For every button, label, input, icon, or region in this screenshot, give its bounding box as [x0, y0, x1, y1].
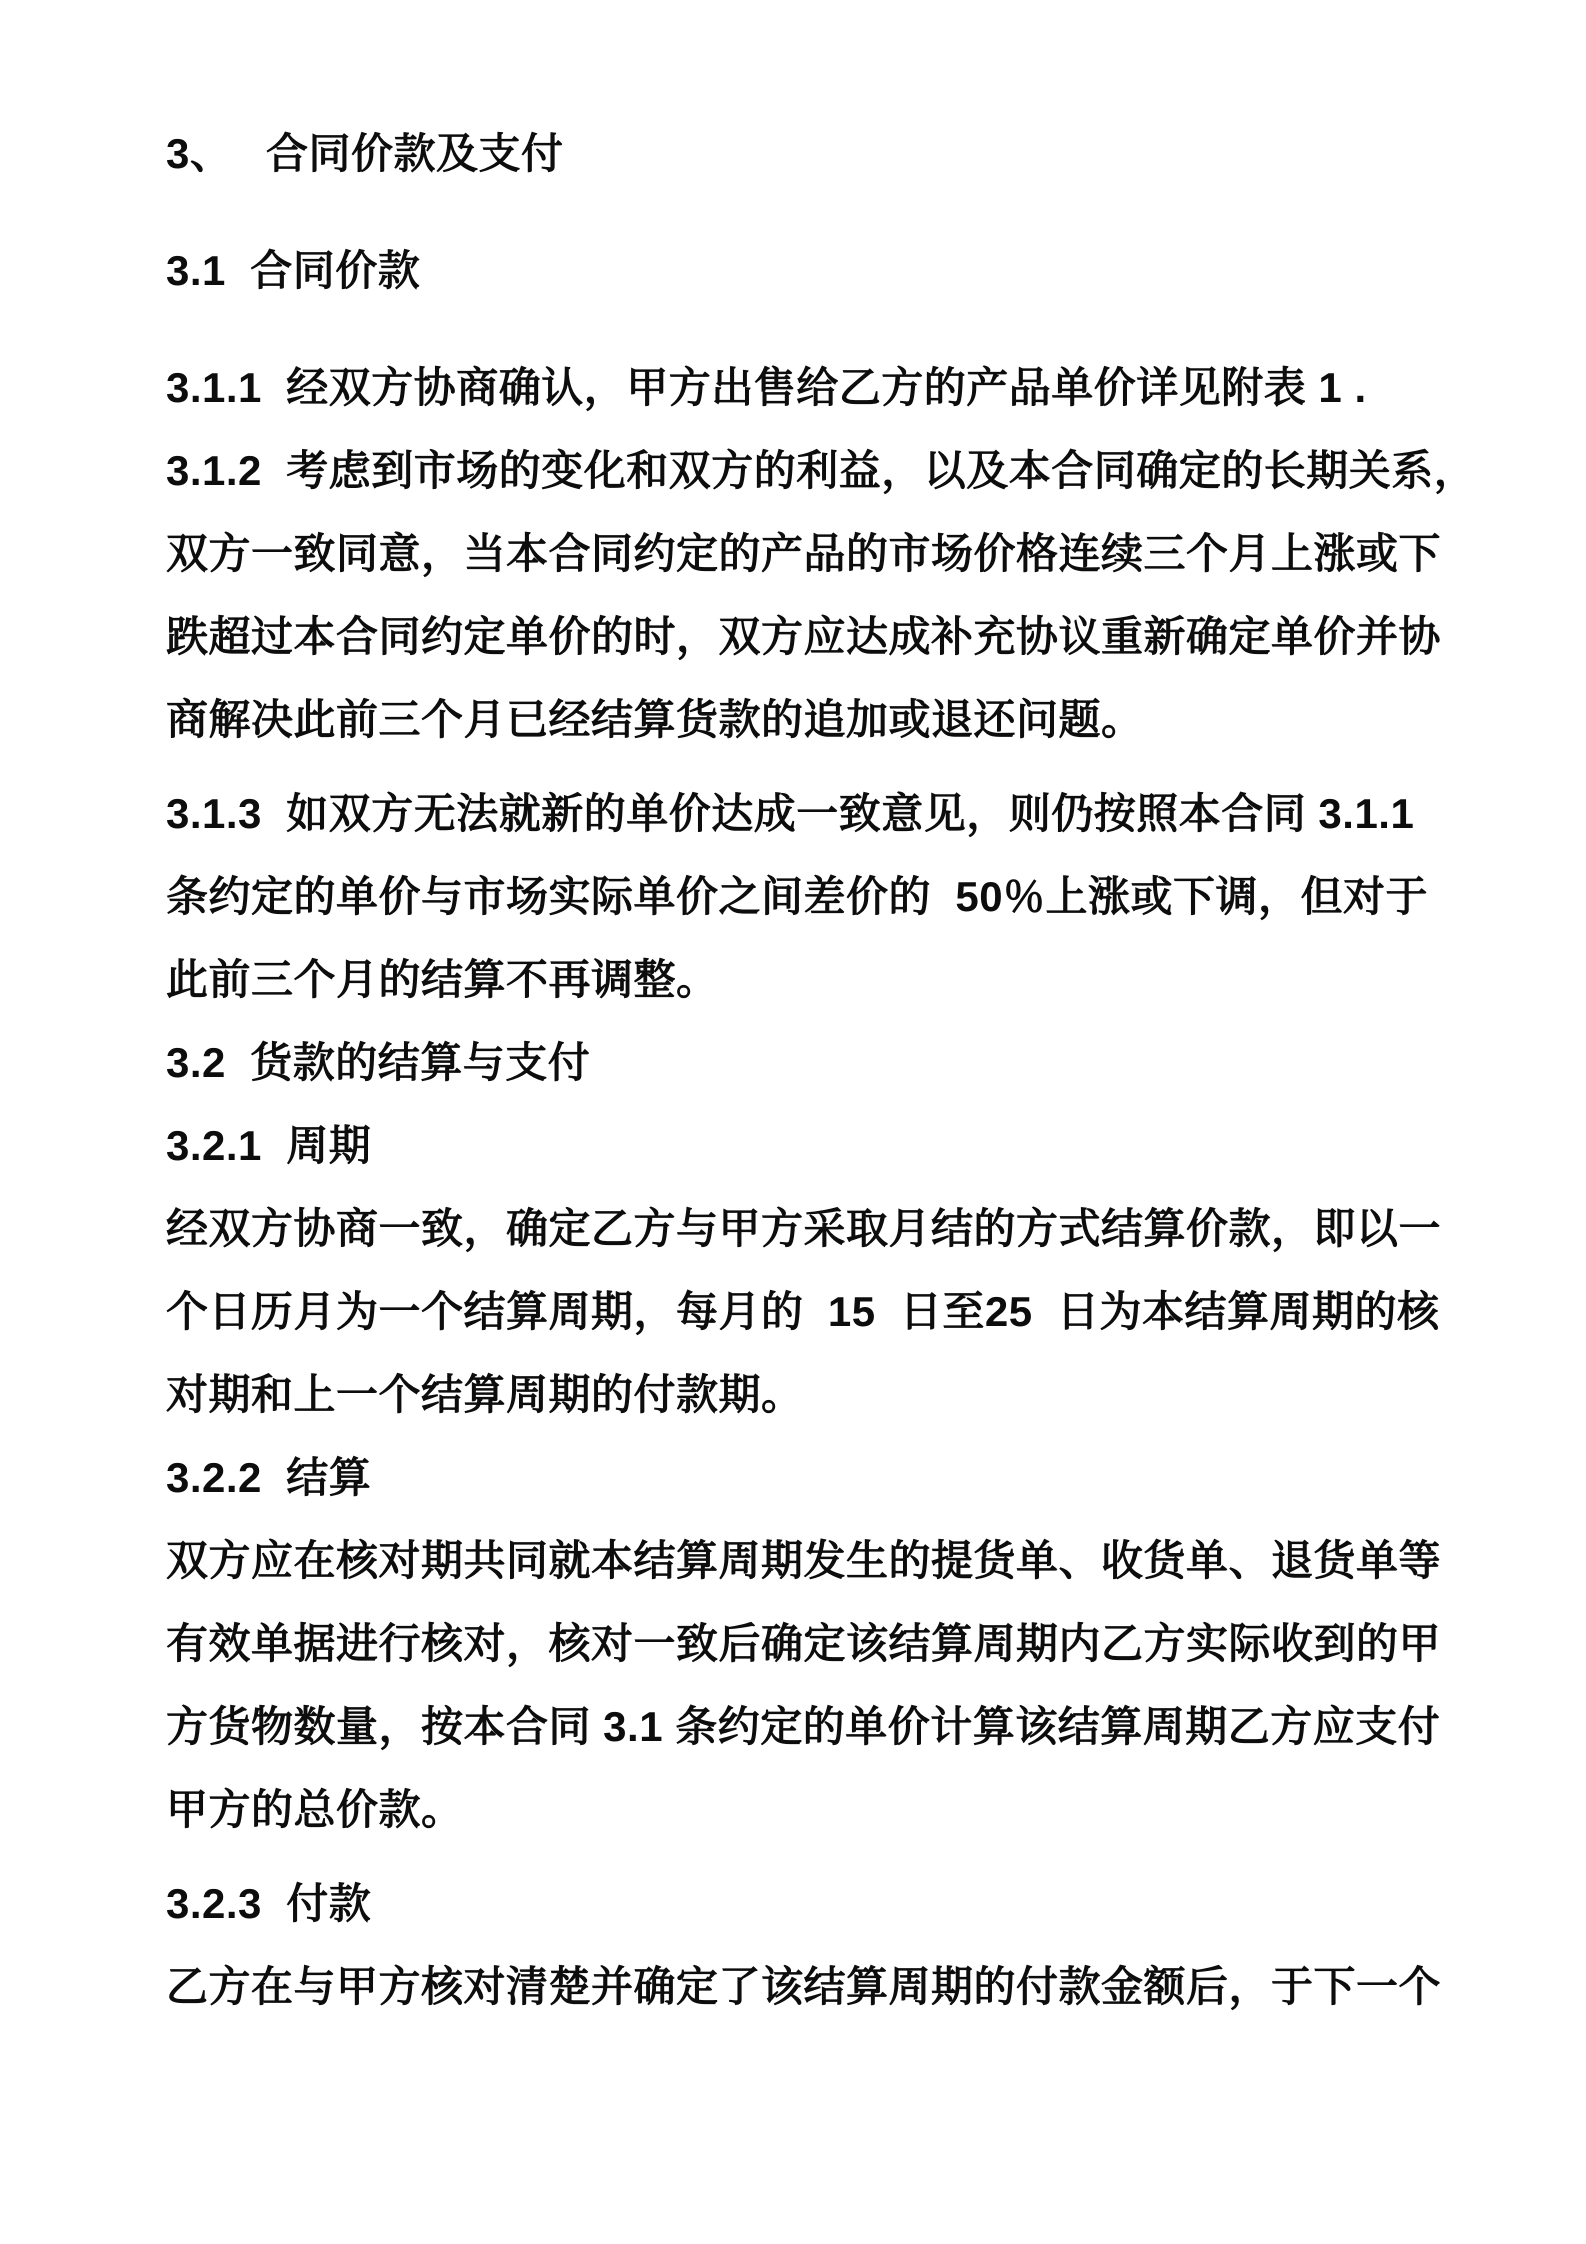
clause-3-1-1: 3.1.1 经双方协商确认，甲方出售给乙方的产品单价详见附表 1 .: [166, 364, 1367, 411]
clause-3-1-2-line-3: 跌超过本合同约定单价的时，双方应达成补充协议重新确定单价并协: [166, 613, 1442, 660]
clause-heading-3-2-2: 3.2.2 结算: [166, 1454, 372, 1501]
clause-heading-3-2-3: 3.2.3 付款: [166, 1880, 372, 1927]
clause-3-2-2-line-4: 甲方的总价款。: [166, 1786, 464, 1833]
clause-3-2-2-line-1: 双方应在核对期共同就本结算周期发生的提货单、收货单、退货单等: [166, 1537, 1442, 1584]
clause-3-2-1-line-2: 个日历月为一个结算周期，每月的 15 日至25 日为本结算周期的核: [166, 1288, 1440, 1335]
clause-3-1-2-line-4: 商解决此前三个月已经结算货款的追加或退还问题。: [166, 696, 1144, 743]
clause-3-1-2-line-1: 3.1.2 考虑到市场的变化和双方的利益，以及本合同确定的长期关系，: [166, 447, 1477, 494]
clause-heading-3-2: 3.2 货款的结算与支付: [166, 1039, 591, 1086]
clause-3-2-1-line-3: 对期和上一个结算周期的付款期。: [166, 1371, 804, 1418]
clause-heading-3-2-1: 3.2.1 周期: [166, 1122, 372, 1169]
clause-3-2-2-line-3: 方货物数量，按本合同 3.1 条约定的单价计算该结算周期乙方应支付: [166, 1703, 1441, 1750]
clause-3-2-1-line-1: 经双方协商一致，确定乙方与甲方采取月结的方式结算价款，即以一: [166, 1205, 1442, 1252]
section-heading-3: 3、 合同价款及支付: [166, 130, 564, 177]
clause-3-1-3-line-3: 此前三个月的结算不再调整。: [166, 956, 719, 1003]
clause-3-2-3-line-1: 乙方在与甲方核对清楚并确定了该结算周期的付款金额后，于下一个: [166, 1963, 1442, 2010]
clause-3-1-3-line-2: 条约定的单价与市场实际单价之间差价的 50％上涨或下调，但对于: [166, 873, 1429, 920]
clause-3-2-2-line-2: 有效单据进行核对，核对一致后确定该结算周期内乙方实际收到的甲: [166, 1620, 1442, 1667]
clause-3-1-2-line-2: 双方一致同意，当本合同约定的产品的市场价格连续三个月上涨或下: [166, 530, 1442, 577]
clause-heading-3-1: 3.1 合同价款: [166, 247, 421, 294]
clause-3-1-3-line-1: 3.1.3 如双方无法就新的单价达成一致意见，则仍按照本合同 3.1.1: [166, 790, 1415, 837]
